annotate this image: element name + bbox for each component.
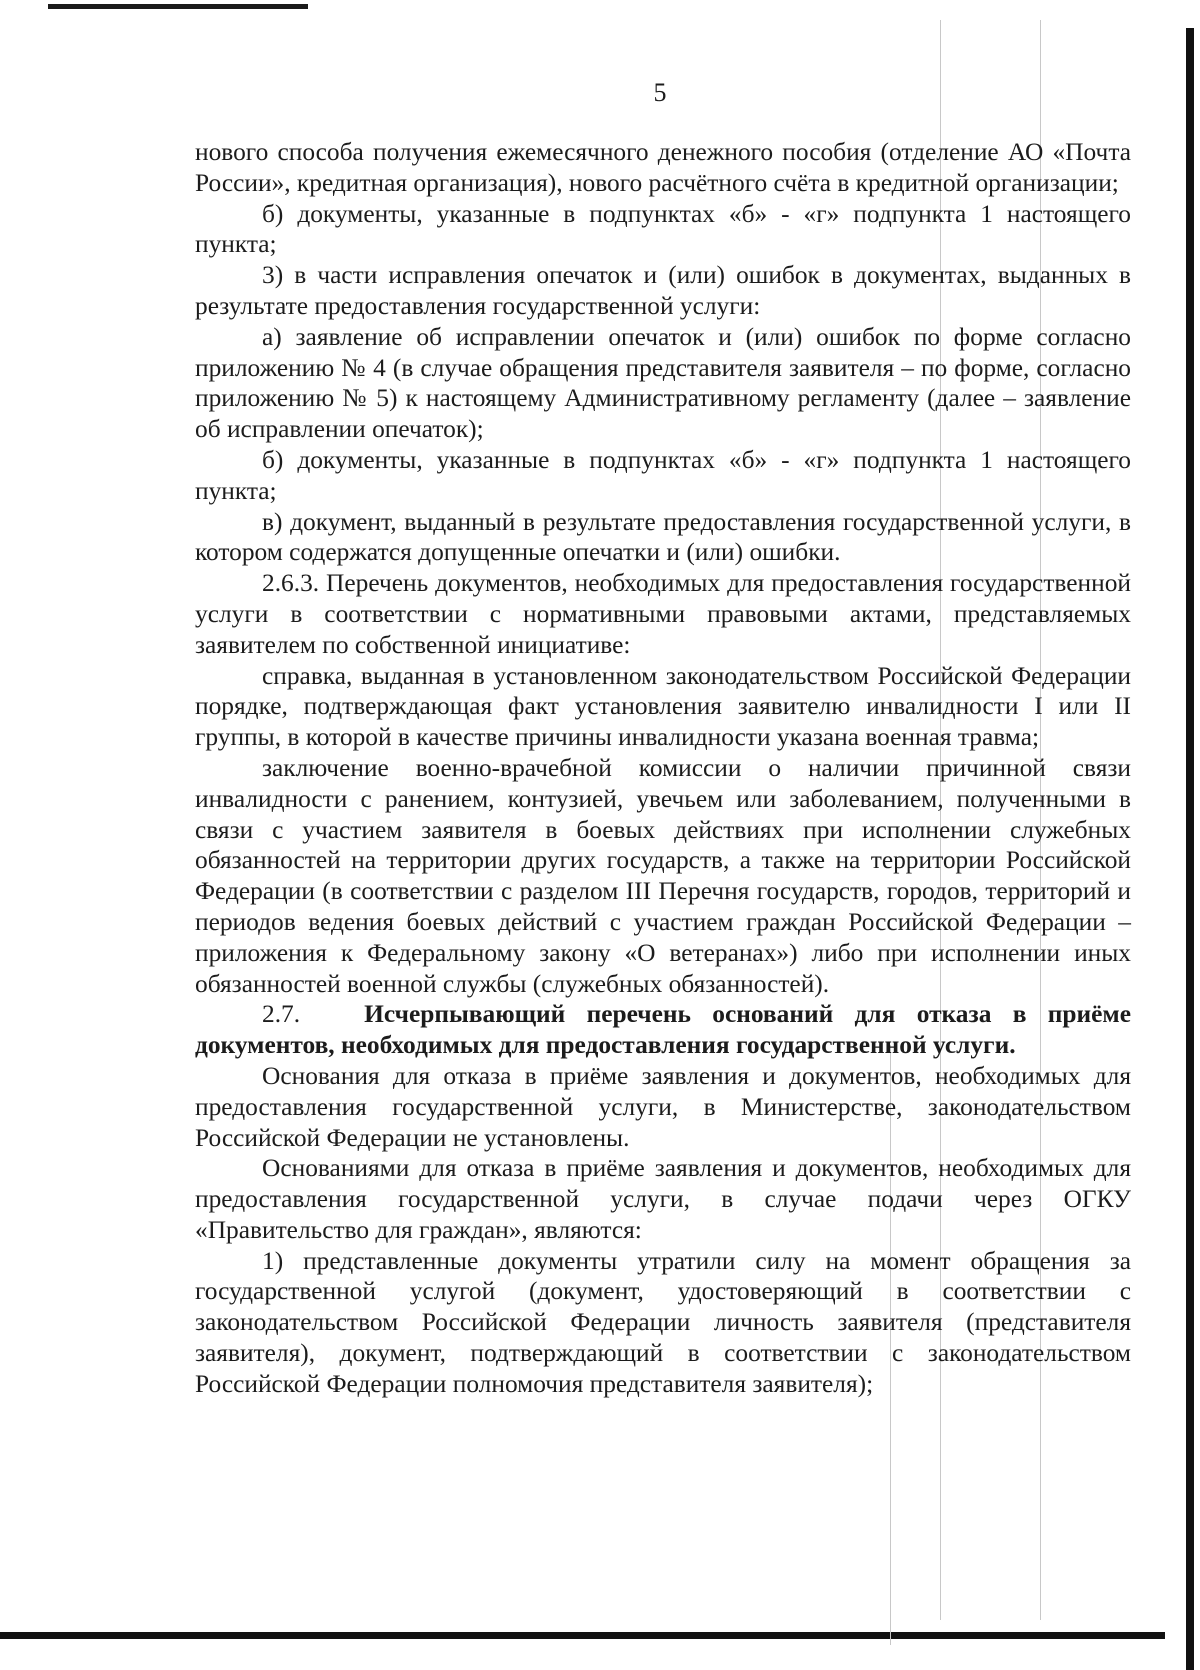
paragraph: в) документ, выданный в результате предоставления государственной услуги, в котором содержатся допущенные опечатки и (или) ошибки. [195,507,1131,567]
paragraph: а) заявление об исправлении опечаток и (или) ошибок по форме согласно приложению № 4 (в случае обращения представителя заявителя – по форме, согласно приложению № 5) к настоящему Административному регламенту (далее – заявление об исправлении опечаток); [195,322,1131,444]
paragraph: нового способа получения ежемесячного денежного пособия (отделение АО «Почта России», кредитная организация), нового расчётного счёта в кредитной организации; [195,138,1131,197]
scan-artifact-top-line [48,4,308,9]
paragraph: 3) в части исправления опечаток и (или) ошибок в документах, выданных в результате предоставления государственной услуги: [195,261,1131,320]
section-number: 2.7. [262,1000,301,1029]
scan-artifact-right-edge [1186,28,1194,1670]
paragraph: Основаниями для отказа в приёме заявления и документов, необходимых для предоставления государственной услуги, в случае подачи через ОГКУ «Правительство для граждан», являются: [195,1154,1131,1244]
section-title: Исчерпывающий перечень оснований для отказа в приёме документов, необходимых для предоставления государственной услуги. [195,1000,1131,1060]
scan-artifact-bottom-line [0,1632,1165,1639]
paragraph: справка, выданная в установленном законодательством Российской Федерации порядке, подтверждающая факт установления заявителю инвалидности I или II группы, в которой в качестве причины инвалидности указана военная травма; [195,661,1131,752]
paragraph: 1) представленные документы утратили силу на момент обращения за государственной услугой (документ, удостоверяющий в соответствии с законодательством Российской Федерации личность заявителя (представителя заявителя), документ, подтверждающий в соответствии с законодательством Российской Федерации полномочия представителя заявителя); [195,1246,1131,1398]
document-body [195,137,1131,1400]
paragraph: заключение военно-врачебной комиссии о наличии причинной связи инвалидности с ранением, контузией, увечьем или заболеванием, полученными в связи с участием заявителя в боевых действиях при исполнении служебных обязанностей на территории других государств, а также на территории Российской Федерации (в соответствии с разделом III Перечня государств, городов, территорий и периодов ведения боевых действий с участием граждан Российской Федерации – приложения к Федеральному закону «О ветеранах») либо при исполнении иных обязанностей военной службы (служебных обязанностей). [195,753,1131,998]
paragraph: б) документы, указанные в подпунктах «б» - «г» подпункта 1 настоящего пункта; [195,199,1131,259]
paragraph: б) документы, указанные в подпунктах «б» - «г» подпункта 1 настоящего пункта; [195,445,1131,505]
paragraph: Основания для отказа в приёме заявления и документов, необходимых для предоставления государственной услуги, в Министерстве, законодательством Российской Федерации не установлены. [195,1061,1131,1152]
paragraph: 2.6.3. Перечень документов, необходимых для предоставления государственной услуги в соответствии с нормативными правовыми актами, представляемых заявителем по собственной инициативе: [195,569,1131,659]
page-number: 5 [653,78,667,107]
heading-spacer [300,1000,364,1028]
section-heading [195,999,1131,1061]
